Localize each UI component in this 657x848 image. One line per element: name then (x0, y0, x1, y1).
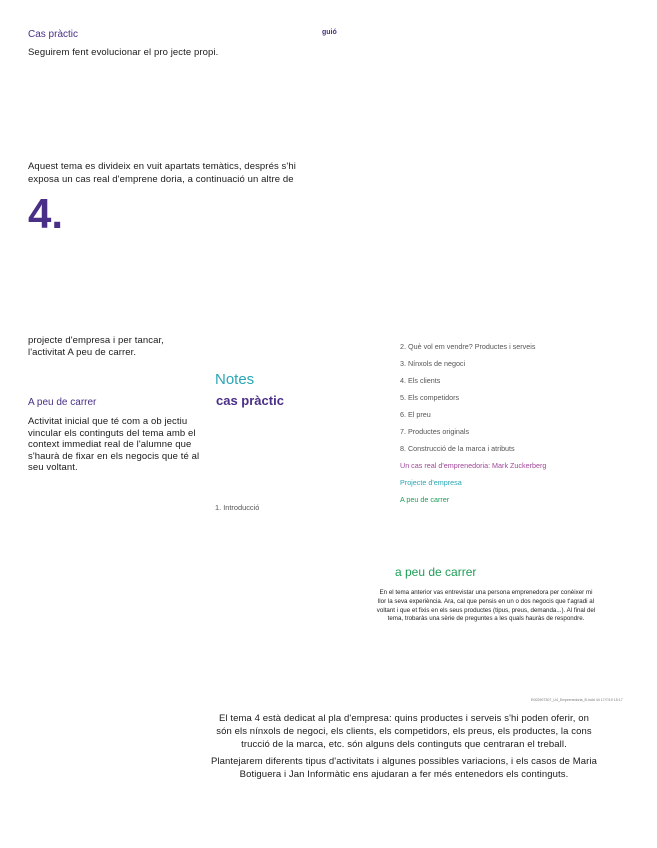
file-reference: E002907307_U4_Emprenedoria_B.indd 44 17/7/19 15:17 (531, 698, 623, 702)
apeu-box-line: tema, trobaràs una sèrie de preguntes a les quals hauràs de respondre. (387, 615, 585, 623)
apeu-line: Activitat inicial que té com a ob jectiu (28, 416, 188, 427)
toc-case-item: Un cas real d'emprenedoria: Mark Zuckerberg (400, 461, 547, 470)
toc-item: 2. Què vol em vendre? Productes i serveis (400, 342, 536, 351)
toc-item: 7. Productes originals (400, 427, 470, 436)
apeu-line: context immediat real de l'alumne que (28, 439, 192, 450)
section-label: Cas pràctic (28, 29, 79, 40)
summary-line: trucció de la marca, etc. són alguns dels continguts que centraran el treball. (241, 739, 567, 750)
apeu-box-line: En el tema anterior vas entrevistar una persona emprenedora per conèixer mi (379, 589, 593, 596)
project-line-2: l'activitat A peu de carrer. (28, 347, 137, 358)
toc-item: 5. Els competidors (400, 393, 460, 402)
apeu-box-line: voltant i que et fixis en els seus productes (tipus, preus, demanda...). Al final del (376, 606, 596, 614)
apeu-description (28, 416, 218, 474)
apeu-line: vincular els continguts del tema amb el (28, 427, 196, 439)
summary-paragraph-2 (190, 755, 618, 781)
notes-subtitle: cas pràctic (216, 393, 284, 408)
toc-intro-item: 1. Introducció (215, 503, 260, 512)
intro-text: Seguirem fent evolucionar el pro jecte propi. (28, 47, 219, 58)
overview-line-2: exposa un cas real d'emprene doria, a continuació un altre de (28, 174, 294, 185)
summary-line: El tema 4 està dedicat al pla d'empresa: quins productes i serveis s'hi poden oferir, on (219, 713, 589, 724)
apeu-line: s'haurà de fixar en els negocis que té al (28, 450, 200, 462)
guide-label: guió (322, 29, 337, 36)
toc-item: 6. El preu (400, 410, 431, 419)
apeu-line: seu voltant. (28, 462, 78, 473)
toc-apeu-item: A peu de carrer (400, 495, 450, 504)
apeu-box-text (348, 589, 624, 624)
toc-item: 8. Construcció de la marca i atributs (400, 444, 515, 453)
summary-paragraph-1 (190, 712, 618, 751)
toc-item: 3. Nínxols de negoci (400, 359, 466, 368)
apeu-box-line: llor la seva experiència. Ara, cal que pensis en un o dos negocis que t'agradi al (377, 597, 595, 605)
summary-line: Plantejarem diferents tipus d'activitats i algunes possibles variacions, i els casos de Maria (210, 756, 597, 767)
apeu-box-title: a peu de carrer (395, 565, 477, 579)
chapter-number: 4. (28, 190, 64, 237)
notes-title: Notes (215, 371, 255, 388)
overview-line-1: Aquest tema es divideix en vuit apartats temàtics, després s'hi (28, 161, 296, 172)
toc-item: 4. Els clients (400, 376, 441, 385)
summary-line: Botiguera i Jan Informàtic ens ajudaran a fer més entenedors els continguts. (239, 769, 569, 780)
project-line-1: projecte d'empresa i per tancar, (28, 335, 164, 346)
toc-project-item: Projecte d'empresa (400, 478, 462, 487)
apeu-heading: A peu de carrer (28, 397, 97, 408)
summary-line: són els nínxols de negoci, els clients, els competidors, els preus, els productes, la cons (216, 726, 592, 737)
